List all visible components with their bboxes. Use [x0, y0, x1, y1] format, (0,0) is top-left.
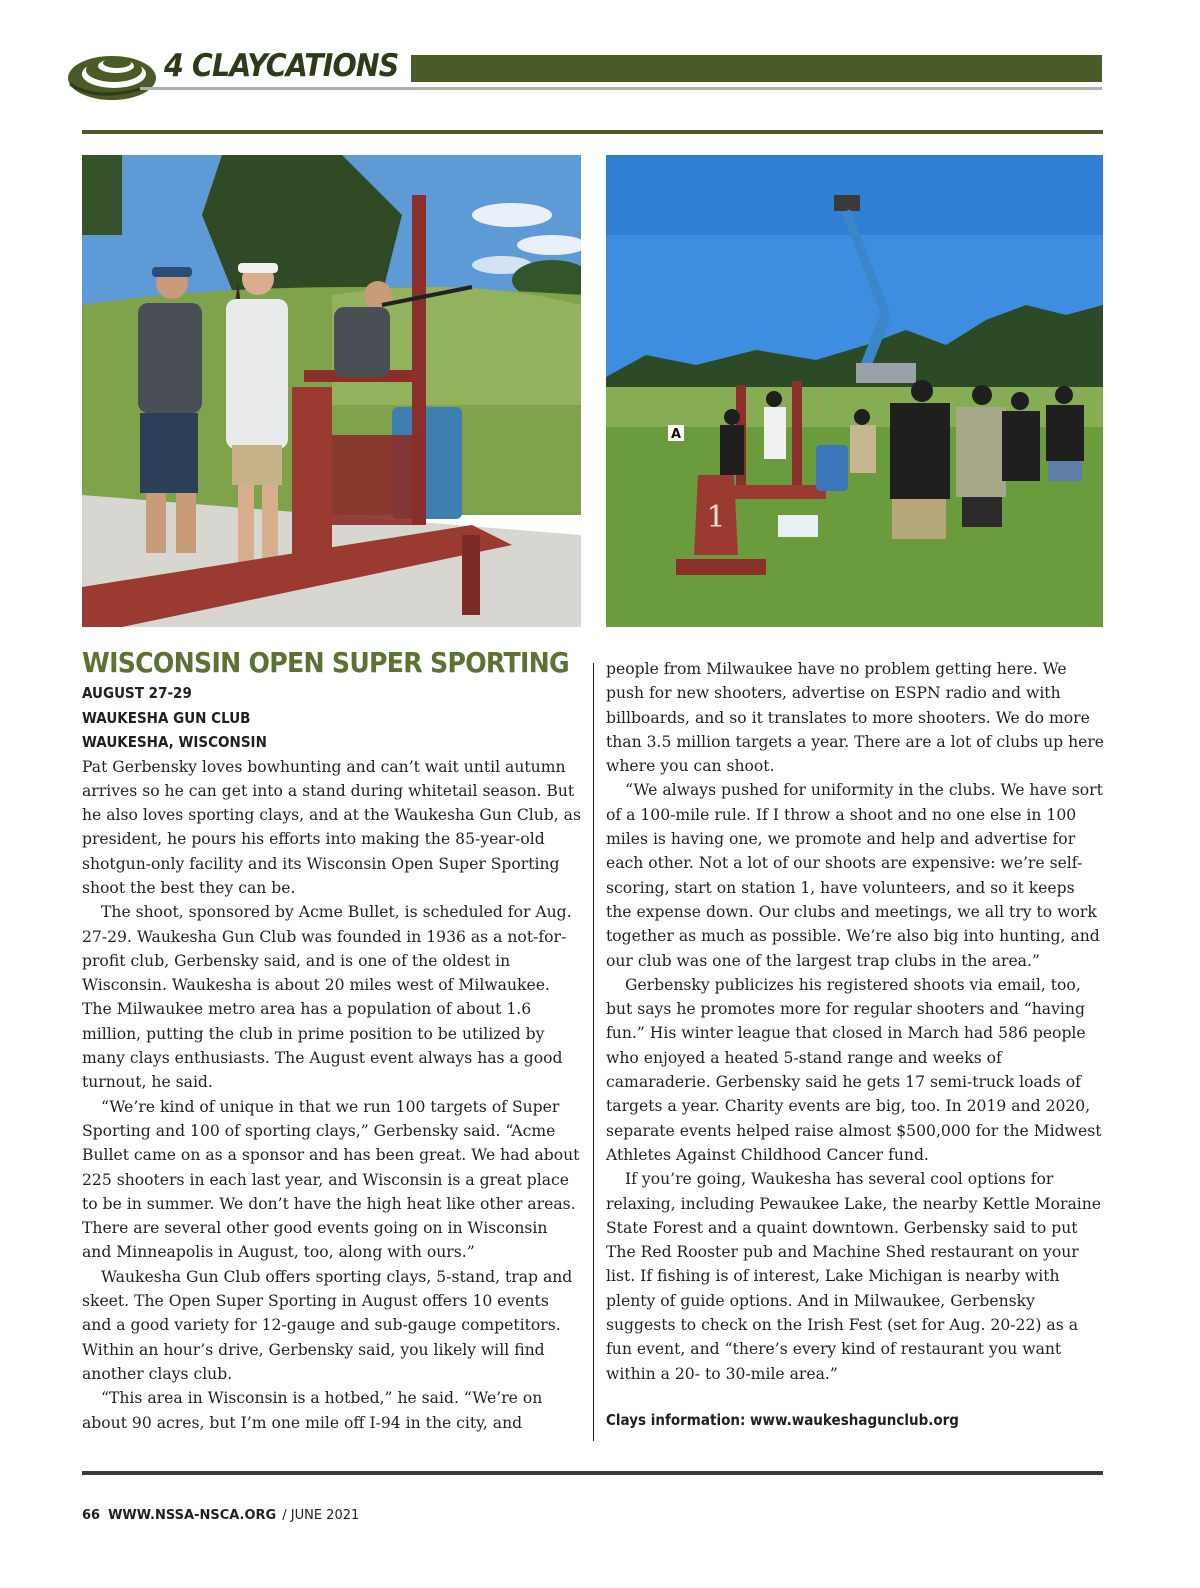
paragraph: people from Milwaukee have no problem getting here. We push for new shooters, advertise on ESPN radio and with billboards, and so it translates to more shooters. We do more than 3.5 million targets a year. There are a lot of clubs up here where you can shoot.: [606, 660, 1105, 776]
page-footer: [82, 1508, 359, 1523]
header-rule: [140, 87, 1102, 90]
article-title: WISCONSIN OPEN SUPER SPORTING: [82, 646, 569, 679]
article-column-right: [606, 657, 1105, 1432]
paragraph: Pat Gerbensky loves bowhunting and can’t wait until autumn arrives so he can get into a stand during whitetail season. But he also loves sporting clays, and at the Waukesha Gun Club, as president, he pours his efforts into making the 85-year-old shotgun-only facility and its Wisconsin Open Super Sporting shoot the best they can be.: [82, 757, 581, 897]
header-bar: [411, 55, 1102, 82]
clays-information-link[interactable]: Clays information: www.waukeshagunclub.org: [606, 1410, 959, 1429]
clay-target-logo-icon: [66, 40, 158, 104]
paragraph: Waukesha Gun Club offers sporting clays, 5-stand, trap and skeet. The Open Super Sporting in August offers 10 events and a good variety for 12-gauge and sub-gauge competitors. Within an hour’s drive, Gerbensky said, you likely will find another clays club.: [82, 1267, 573, 1383]
page-number: 66: [82, 1508, 101, 1523]
top-divider: [82, 130, 1103, 134]
shooters-at-stand-photo: [82, 155, 581, 627]
section-header: [66, 40, 1106, 104]
event-date: AUGUST 27-29: [82, 684, 192, 702]
station-sign-letter: A: [670, 427, 682, 442]
footer-separator: /: [282, 1508, 287, 1523]
article-column-left: [82, 645, 581, 1435]
issue-date: JUNE 2021: [290, 1508, 360, 1523]
paragraph: “We always pushed for uniformity in the clubs. We have sort of a 100-mile rule. If I throw a shoot and no one else in 100 miles is having one, we promote and help and advertise for each other. Not a lot of our shoots are expensive: we’re self-scoring, start on station 1, have volunteers, and so it keeps the expense down. Our clubs and meetings, we all try to work together as much as possible. We’re also big into hunting, and our club was one of the largest trap clubs in the area.”: [606, 781, 1103, 970]
section-title: 4 CLAYCATIONS: [164, 48, 399, 84]
paragraph: Gerbensky publicizes his registered shoots via email, too, but says he promotes more for regular shooters and “having fun.” His winter league that closed in March had 586 people who enjoyed a heated 5-stand range and weeks of camaraderie. Gerbensky said he gets 17 semi-truck loads of targets a year. Charity events are big, too. In 2019 and 2020, separate events helped raise almost $500,000 for the Midwest Athletes Against Childhood Cancer fund.: [606, 975, 1102, 1164]
paragraph: If you’re going, Waukesha has several cool options for relaxing, including Pewaukee Lake, the nearby Kettle Moraine State Forest and a quaint downtown. Gerbensky said to put The Red Rooster pub and Machine Shed restaurant on your list. If fishing is of interest, Lake Michigan is nearby with plenty of guide options. And in Milwaukee, Gerbensky suggests to check on the Irish Fest (set for Aug. 20-22) as a fun event, and “there’s every kind of restaurant you want within a 20- to 30-mile area.”: [606, 1170, 1102, 1383]
footer-rule: [82, 1471, 1103, 1475]
stand-number: 1: [706, 500, 726, 535]
footer-website-link[interactable]: WWW.NSSA-NSCA.ORG: [108, 1508, 277, 1523]
event-location: WAUKESHA, WISCONSIN: [82, 733, 267, 751]
paragraph: The shoot, sponsored by Acme Bullet, is scheduled for Aug. 27-29. Waukesha Gun Club was founded in 1936 as a not-for-profit club, Gerbensky said, and is one of the oldest in Wisconsin. Waukesha is about 20 miles west of Milwaukee. The Milwaukee metro area has a population of about 1.6 million, putting the club in prime position to be utilized by many clays enthusiasts. The August event always has a good turnout, he said.: [82, 903, 572, 1092]
column-divider: [593, 663, 594, 1441]
paragraph: “We’re kind of unique in that we run 100 targets of Super Sporting and 100 of sporting clays,” Gerbensky said. “Acme Bullet came on as a sponsor and has been great. We had about 225 shooters in each last year, and Wisconsin is a great place to be in summer. We don’t have the high heat like other areas. There are several other good events going on in Wisconsin and Minneapolis in August, too, along with ours.”: [82, 1097, 580, 1262]
paragraph: “This area in Wisconsin is a hotbed,” he said. “We’re on about 90 acres, but I’m one mile off I-94 in the city, and: [82, 1389, 543, 1432]
event-club: WAUKESHA GUN CLUB: [82, 708, 251, 727]
shooters-and-lift-tower-photo: [606, 155, 1103, 627]
